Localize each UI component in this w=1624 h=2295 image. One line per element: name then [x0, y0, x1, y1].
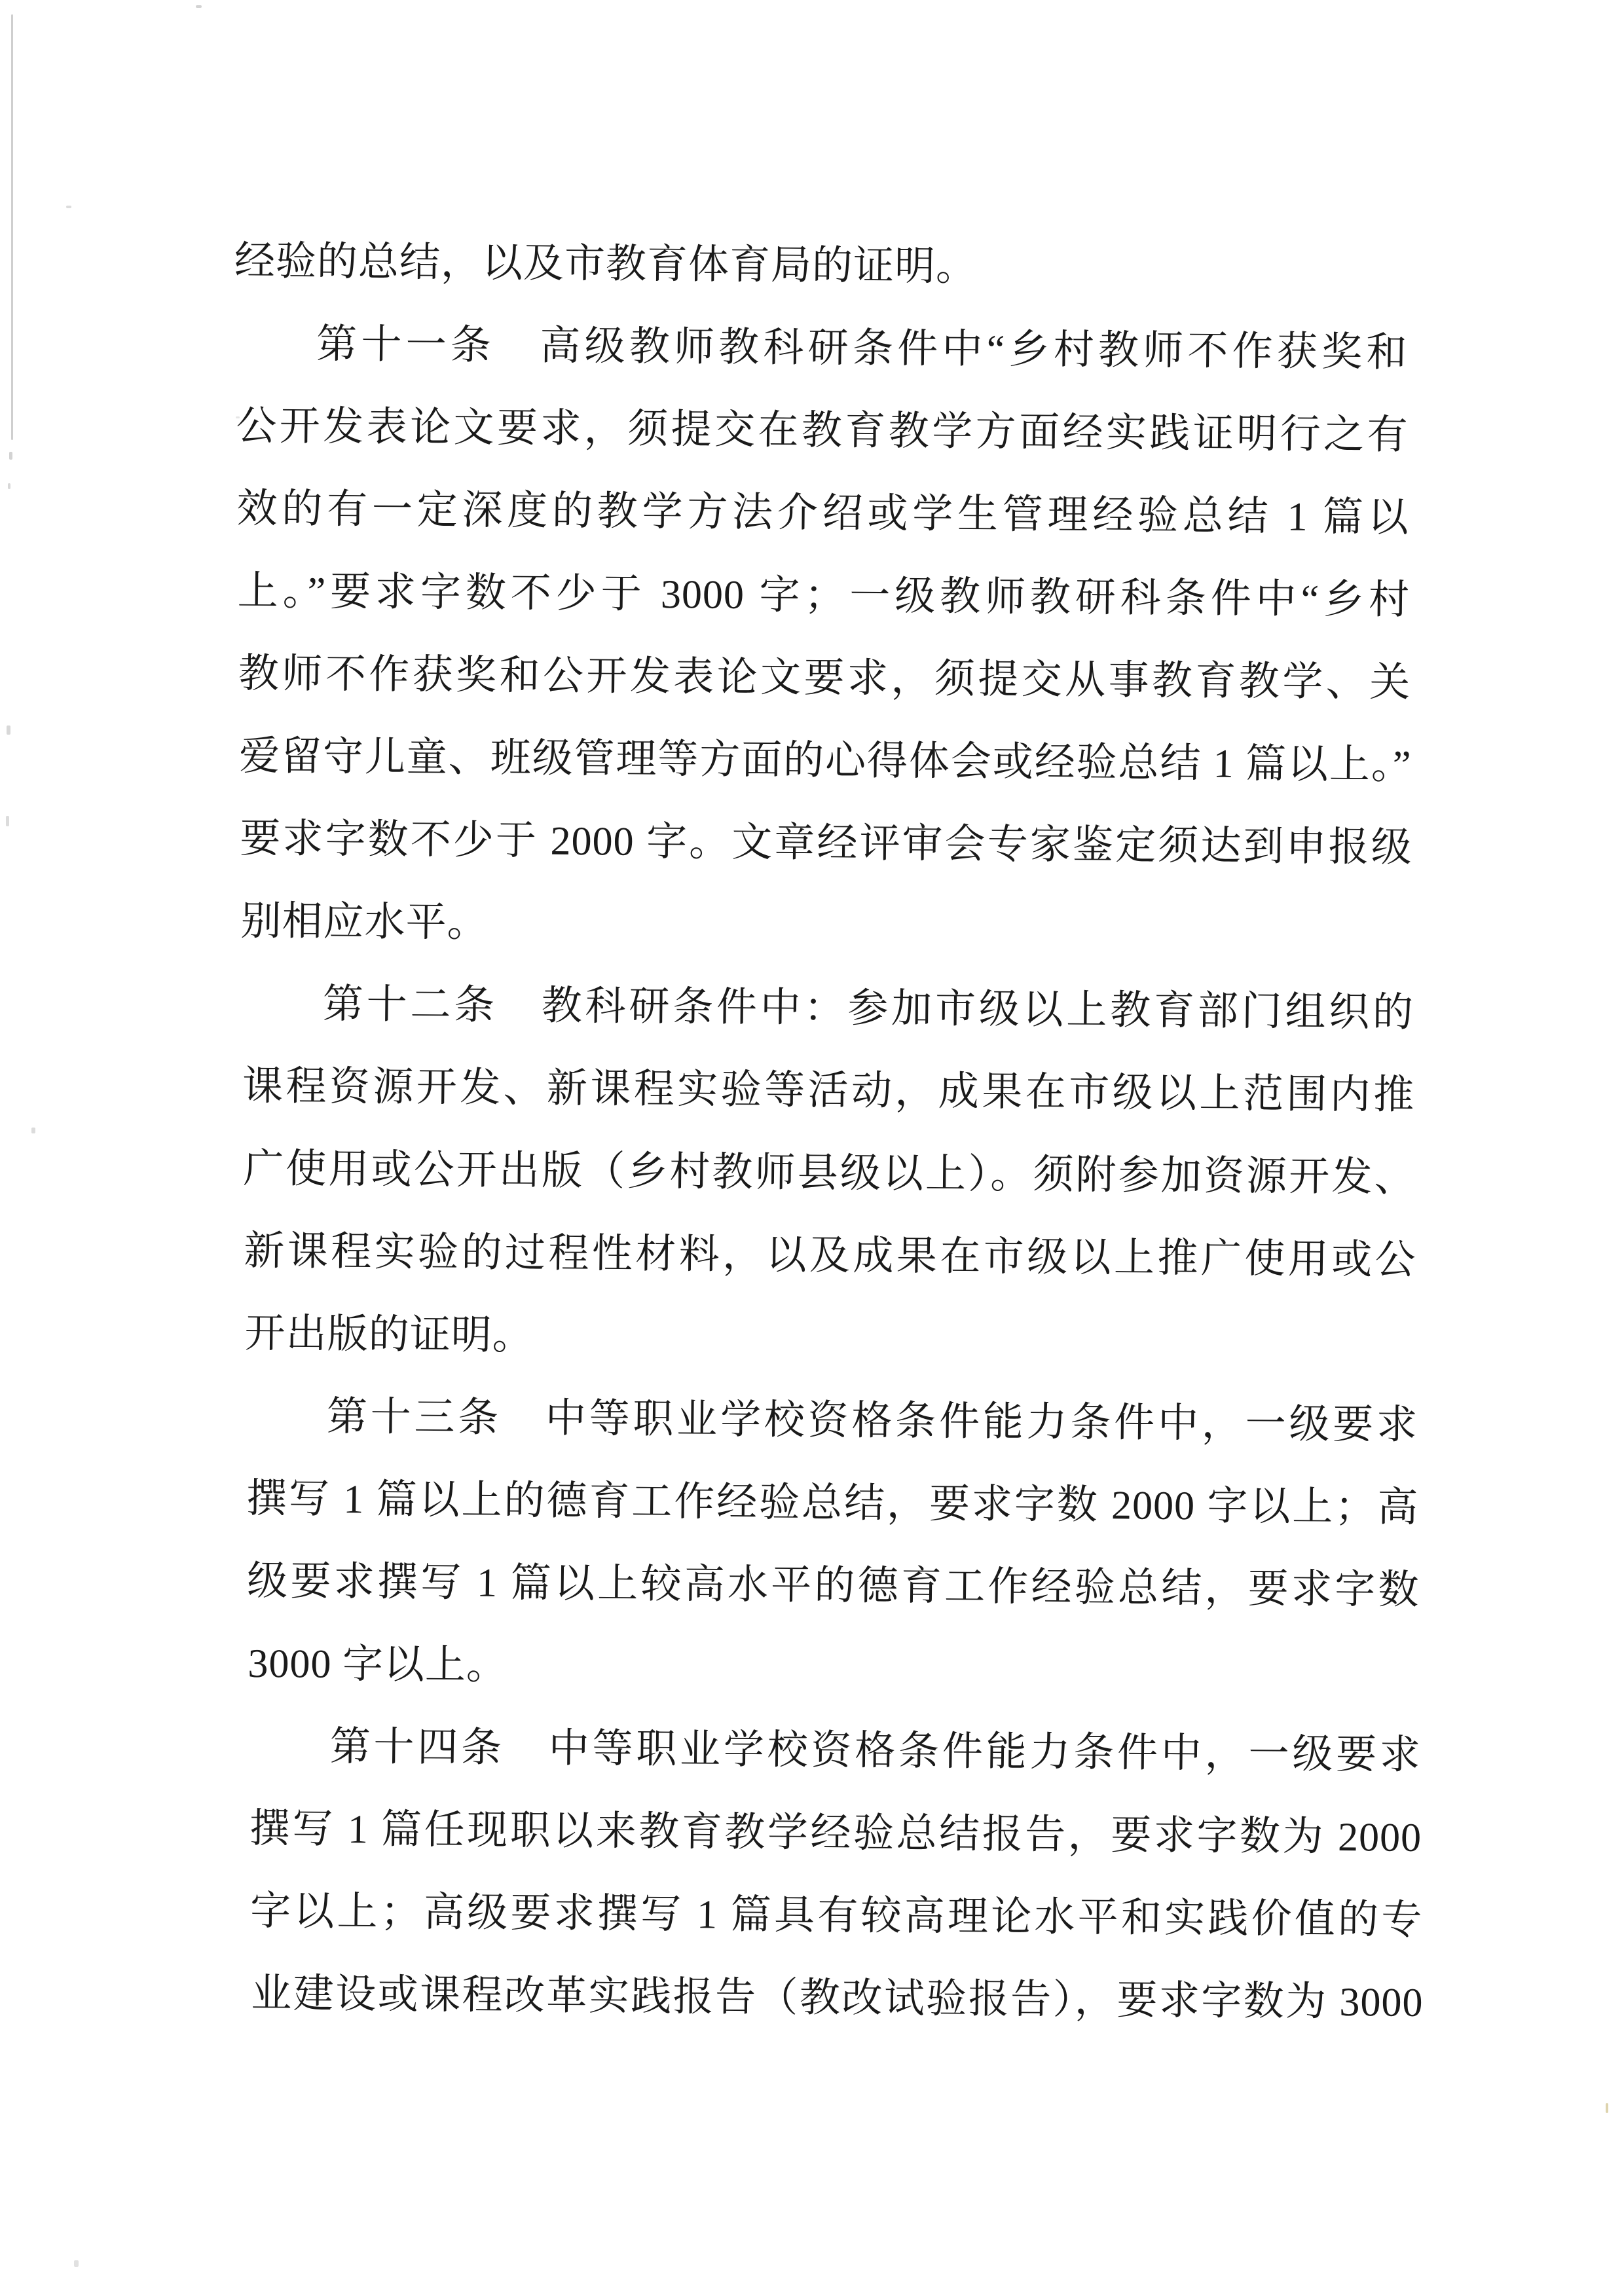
- scan-streak-left-edge: [11, 14, 13, 440]
- text-line: 要求字数不少于 2000 字。文章经评审会专家鉴定须达到申报级: [240, 816, 1412, 871]
- text-line: 课程资源开发、新课程实验等活动，成果在市级以上范围内推: [242, 1063, 1415, 1118]
- scan-speck: [1606, 2103, 1608, 2113]
- text-line: 第十一条 高级教师教科研条件中“乡村教师不作获奖和: [316, 321, 1408, 376]
- text-line: 业建设或课程改革实践报告（教改试验报告），要求字数为 3000: [250, 1971, 1424, 2025]
- text-line: 撰写 1 篇任现职以来教育教学经验总结报告，要求字数为 2000: [249, 1806, 1422, 1860]
- text-line: 上。”要求字数不少于 3000 字；一级教师教研科条件中“乡村: [237, 568, 1411, 623]
- scan-speck: [7, 725, 10, 735]
- text-line: 教师不作获奖和公开发表论文要求，须提交从事教育教学、关: [238, 651, 1411, 706]
- scan-speck: [9, 452, 12, 460]
- scan-speck: [31, 1128, 35, 1133]
- text-line: 开出版的证明。: [244, 1311, 534, 1359]
- text-line: 撰写 1 篇以上的德育工作经验总结，要求字数 2000 字以上；高: [246, 1476, 1419, 1530]
- text-line: 级要求撰写 1 篇以上较高水平的德育工作经验总结，要求字数: [246, 1558, 1420, 1613]
- text-line: 经验的总结，以及市教育体育局的证明。: [234, 239, 978, 289]
- text-line: 第十二条 教科研条件中：参加市级以上教育部门组织的: [322, 982, 1414, 1036]
- scan-speck: [196, 5, 202, 8]
- text-line: 爱留守儿童、班级管理等方面的心得体会或经验总结 1 篇以上。”: [238, 733, 1412, 788]
- scan-speck: [74, 2260, 79, 2267]
- text-line: 新课程实验的过程性材料，以及成果在市级以上推广使用或公: [244, 1228, 1417, 1283]
- document-text-block: [233, 220, 1423, 2044]
- text-line: 广使用或公开出版（乡村教师县级以上）。须附参加资源开发、: [242, 1146, 1416, 1200]
- scan-speck: [236, 416, 240, 418]
- text-line: 字以上；高级要求撰写 1 篇具有较高理论水平和实践价值的专: [249, 1888, 1423, 1943]
- text-line: 第十三条 中等职业学校资格条件能力条件中，一级要求: [326, 1394, 1418, 1448]
- scan-speck: [8, 483, 10, 489]
- scan-speck: [6, 816, 9, 826]
- text-line: 效的有一定深度的教学方法介绍或学生管理经验总结 1 篇以: [236, 486, 1410, 541]
- scan-speck: [66, 206, 71, 208]
- text-line: 3000 字以上。: [248, 1641, 508, 1689]
- text-line: 公开发表论文要求，须提交在教育教学方面经实践证明行之有: [235, 404, 1409, 458]
- text-line: 第十四条 中等职业学校资格条件能力条件中，一级要求: [329, 1724, 1422, 1778]
- text-line: 别相应水平。: [240, 898, 489, 946]
